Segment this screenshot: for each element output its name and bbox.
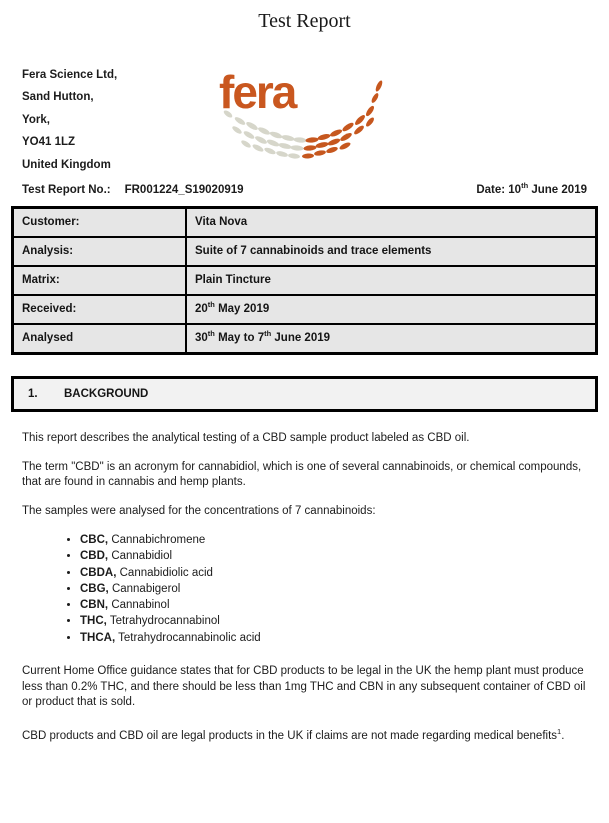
address-line: YO41 1LZ: [22, 136, 76, 149]
address-line: Sand Hutton,: [22, 91, 94, 104]
address-line: Fera Science Ltd,: [22, 69, 118, 81]
report-date: Date: 10th June 2019: [476, 181, 587, 196]
paragraph-home-office-guidance: Current Home Office guidance states that for CBD products to be legal in the UK the hemp plant must produce less than 0.2% THC, and there should be less than 1mg THC and CBN in any subsequent container of CBD oil or product that is sold.: [22, 665, 586, 709]
cannabinoid-item: • CBG, Cannabigerol: [80, 581, 587, 597]
cannabinoid-item: • CBDA, Cannabidiolic acid: [80, 565, 587, 581]
cannabinoid-list: [22, 532, 587, 646]
cannabinoid-item: • CBD, Cannabidiol: [80, 548, 587, 564]
row-label: Matrix:: [13, 266, 187, 295]
cannabinoid-item: • THC, Tetrahydrocannabinol: [80, 613, 587, 629]
section-number: 1.: [28, 388, 38, 400]
logo-wordmark: fera: [219, 66, 296, 118]
report-meta-row: [22, 181, 587, 196]
report-number-label: Test Report No.:: [22, 184, 111, 196]
table-row-customer: [13, 208, 597, 238]
section-heading-box: [11, 376, 598, 412]
row-value: 30th May to 7th June 2019: [186, 324, 597, 354]
cannabinoid-item: • CBN, Cannabinol: [80, 597, 587, 613]
paragraph-cbd-definition: The term "CBD" is an acronym for cannabidiol, which is one of several cannabinoids, or chemical compounds, that are found in cannabis and hemp plants.: [22, 460, 582, 488]
row-label: Received:: [13, 295, 187, 324]
row-value: Vita Nova: [186, 208, 597, 238]
report-number-group: [22, 184, 244, 196]
logo-seed-fan-orange: [302, 80, 384, 159]
row-label: Analysis:: [13, 237, 187, 266]
paragraph-samples-intro: The samples were analysed for the concentrations of 7 cannabinoids:: [22, 504, 376, 517]
page-title: Test Report: [258, 10, 351, 32]
row-label: Customer:: [13, 208, 187, 238]
row-value: Plain Tincture: [186, 266, 597, 295]
address-line: United Kingdom: [22, 158, 111, 171]
table-row-received: [13, 295, 597, 324]
section-title: BACKGROUND: [64, 388, 149, 400]
table-row-analysed: [13, 324, 597, 354]
table-row-matrix: [13, 266, 597, 295]
report-header: [0, 64, 609, 176]
sample-info-table-wrap: [11, 206, 598, 355]
sample-info-table: [11, 206, 598, 355]
paragraph-legal-status: CBD products and CBD oil are legal products in the UK if claims are not made regarding medical benefits$^1$.: [22, 726, 565, 742]
fera-logo: [212, 66, 387, 162]
table-row-analysis: [13, 237, 597, 266]
row-value: Suite of 7 cannabinoids and trace elements: [186, 237, 597, 266]
cannabinoid-item: • CBC, Cannabichromene: [80, 532, 587, 548]
paragraph-report-description: This report describes the analytical testing of a CBD sample product labeled as CBD oil.: [22, 432, 470, 444]
report-number-value: FR001224_S19020919: [124, 184, 244, 196]
row-value: 20th May 2019: [186, 295, 597, 324]
row-label: Analysed: [13, 324, 187, 354]
address-line: York,: [22, 113, 50, 126]
cannabinoid-item: • THCA, Tetrahydrocannabinolic acid: [80, 630, 587, 646]
